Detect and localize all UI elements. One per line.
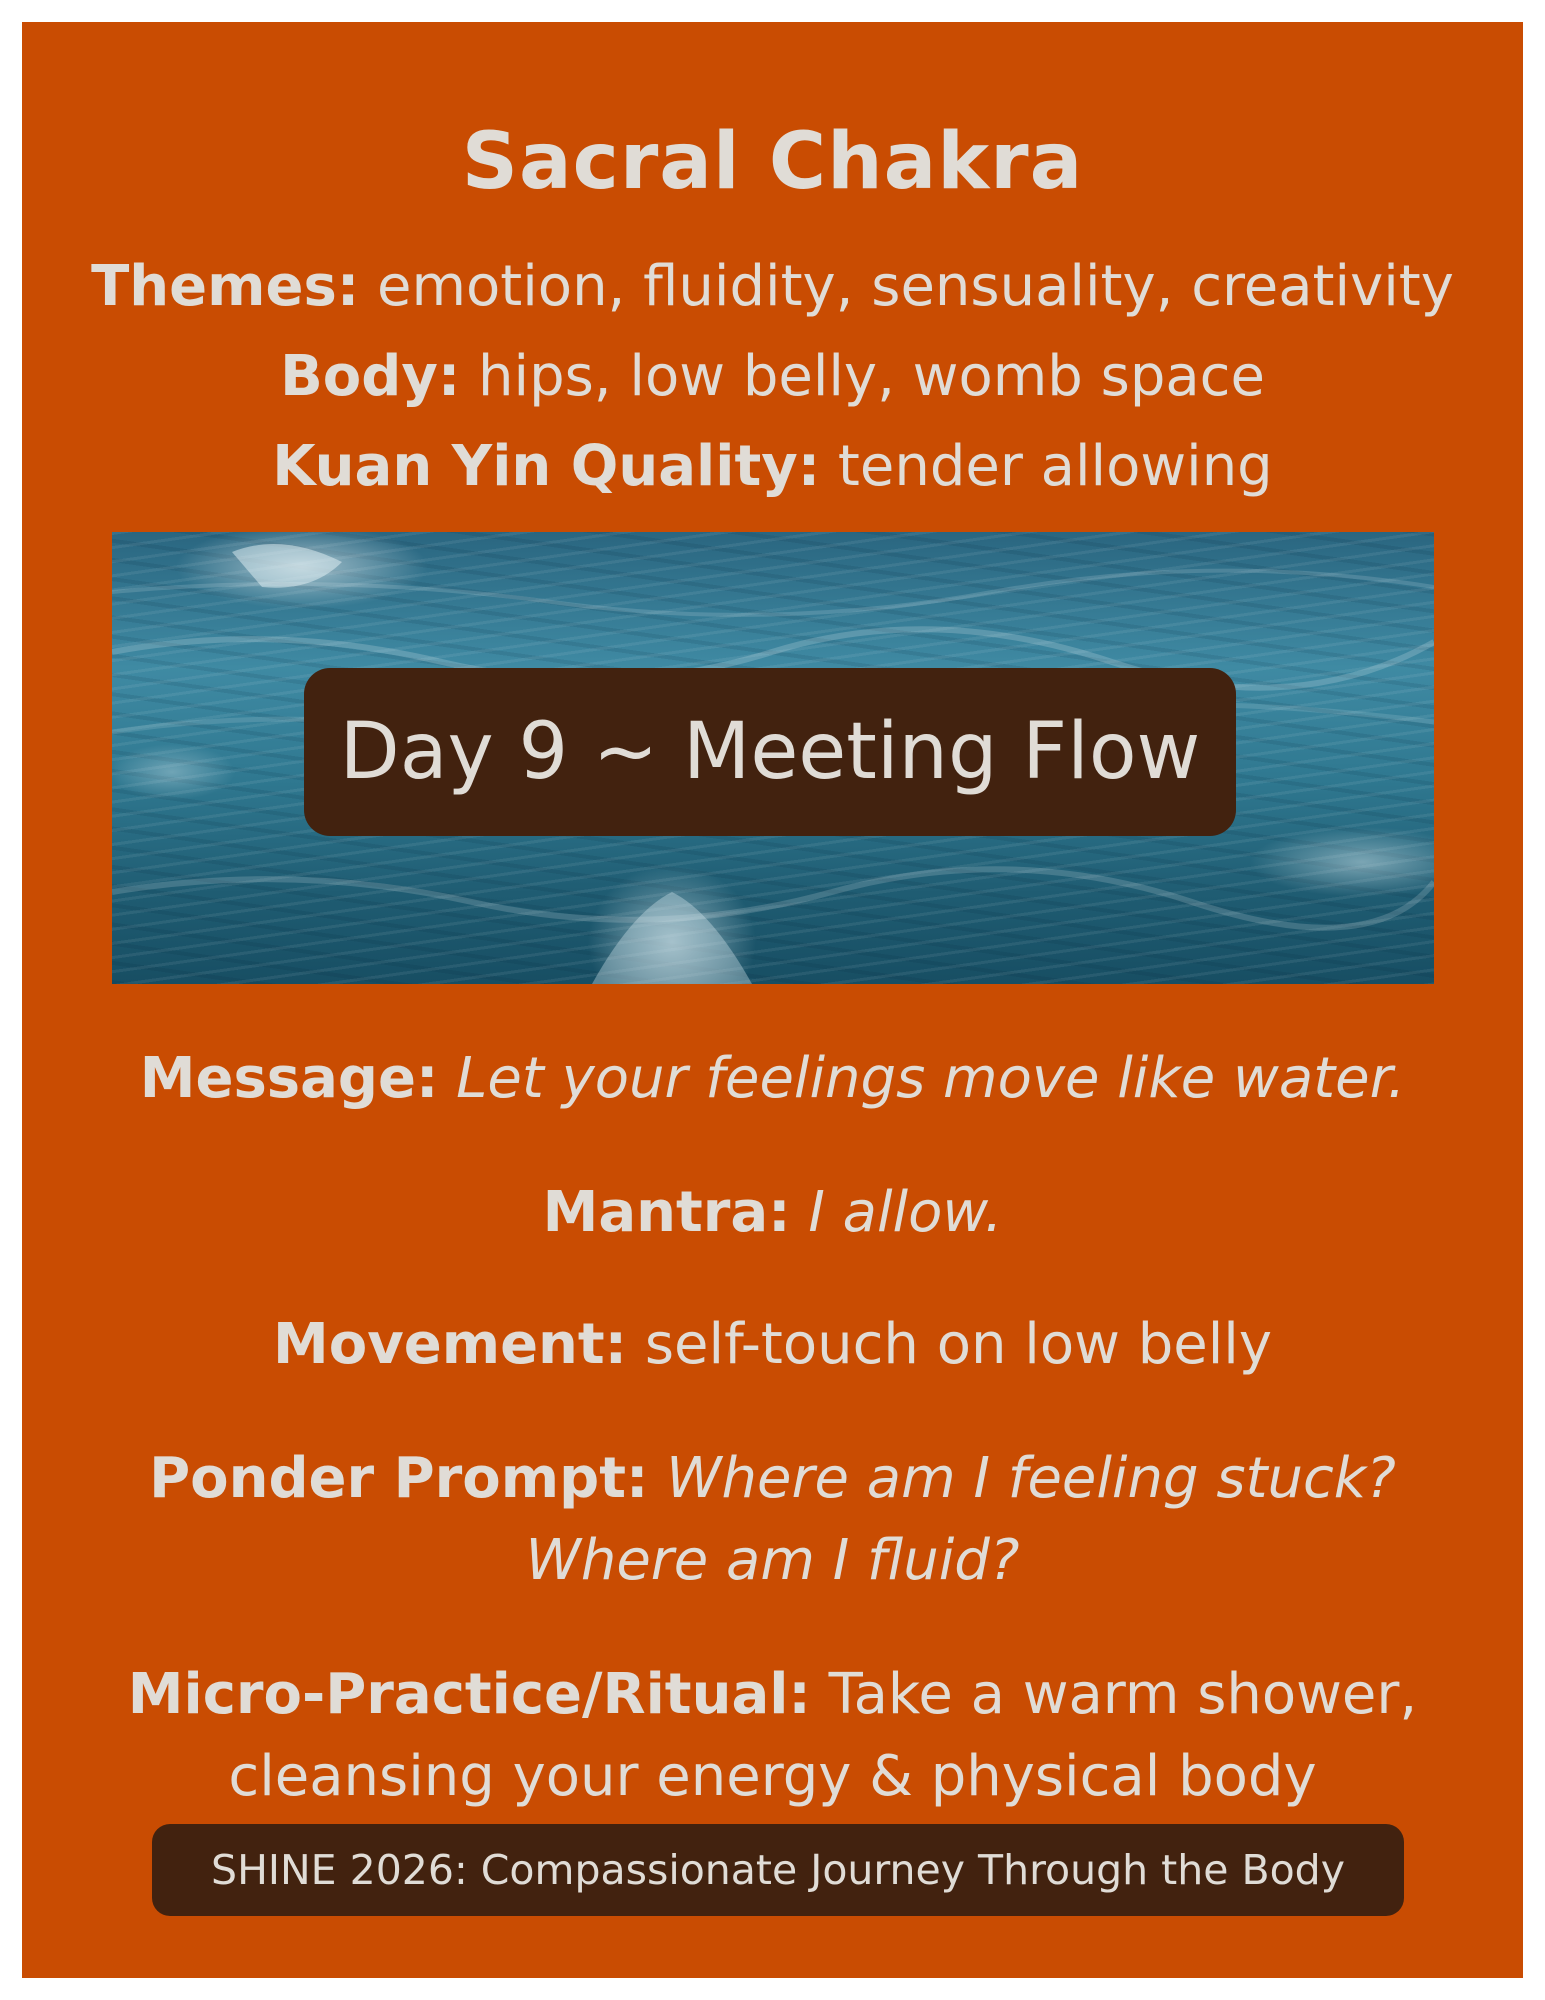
quality-label: Kuan Yin Quality: <box>272 434 821 499</box>
quality-value: tender allowing <box>820 434 1273 499</box>
ponder-line <box>22 1446 1523 1511</box>
page-title: Sacral Chakra <box>461 117 1084 207</box>
message-line <box>22 1046 1523 1111</box>
movement-value: self-touch on low belly <box>627 1312 1272 1377</box>
ponder-label: Ponder Prompt: <box>149 1446 649 1511</box>
micro-practice-line <box>22 1662 1523 1727</box>
micro-practice-value-line2: cleansing your energy & physical body <box>228 1744 1317 1809</box>
movement-line <box>22 1312 1523 1377</box>
body-line <box>22 344 1523 409</box>
body-value: hips, low belly, womb space <box>460 344 1265 409</box>
themes-value: emotion, fluidity, sensuality, creativity <box>359 254 1454 319</box>
micro-practice-label: Micro-Practice/Ritual: <box>127 1662 811 1727</box>
ponder-value-line1: Where am I feeling stuck? <box>648 1446 1396 1511</box>
body-label: Body: <box>280 344 461 409</box>
message-label: Message: <box>139 1046 439 1111</box>
themes-label: Themes: <box>91 254 360 319</box>
micro-practice-value-line1: Take a warm shower, <box>810 1662 1418 1727</box>
quality-line <box>22 434 1523 499</box>
themes-line <box>22 254 1523 319</box>
ponder-line-2 <box>22 1528 1523 1593</box>
footer-badge: SHINE 2026: Compassionate Journey Through the Body <box>152 1824 1404 1916</box>
day-title-badge: Day 9 ~ Meeting Flow <box>304 668 1236 836</box>
mantra-line <box>22 1180 1523 1245</box>
message-value: Let your feelings move like water. <box>438 1046 1406 1111</box>
mantra-value: I allow. <box>790 1180 1003 1245</box>
chakra-card <box>22 22 1523 1978</box>
ponder-value-line2: Where am I fluid? <box>525 1528 1020 1593</box>
movement-label: Movement: <box>273 1312 628 1377</box>
micro-practice-line-2 <box>22 1744 1523 1809</box>
ocean-banner-image <box>112 532 1434 984</box>
mantra-label: Mantra: <box>542 1180 791 1245</box>
